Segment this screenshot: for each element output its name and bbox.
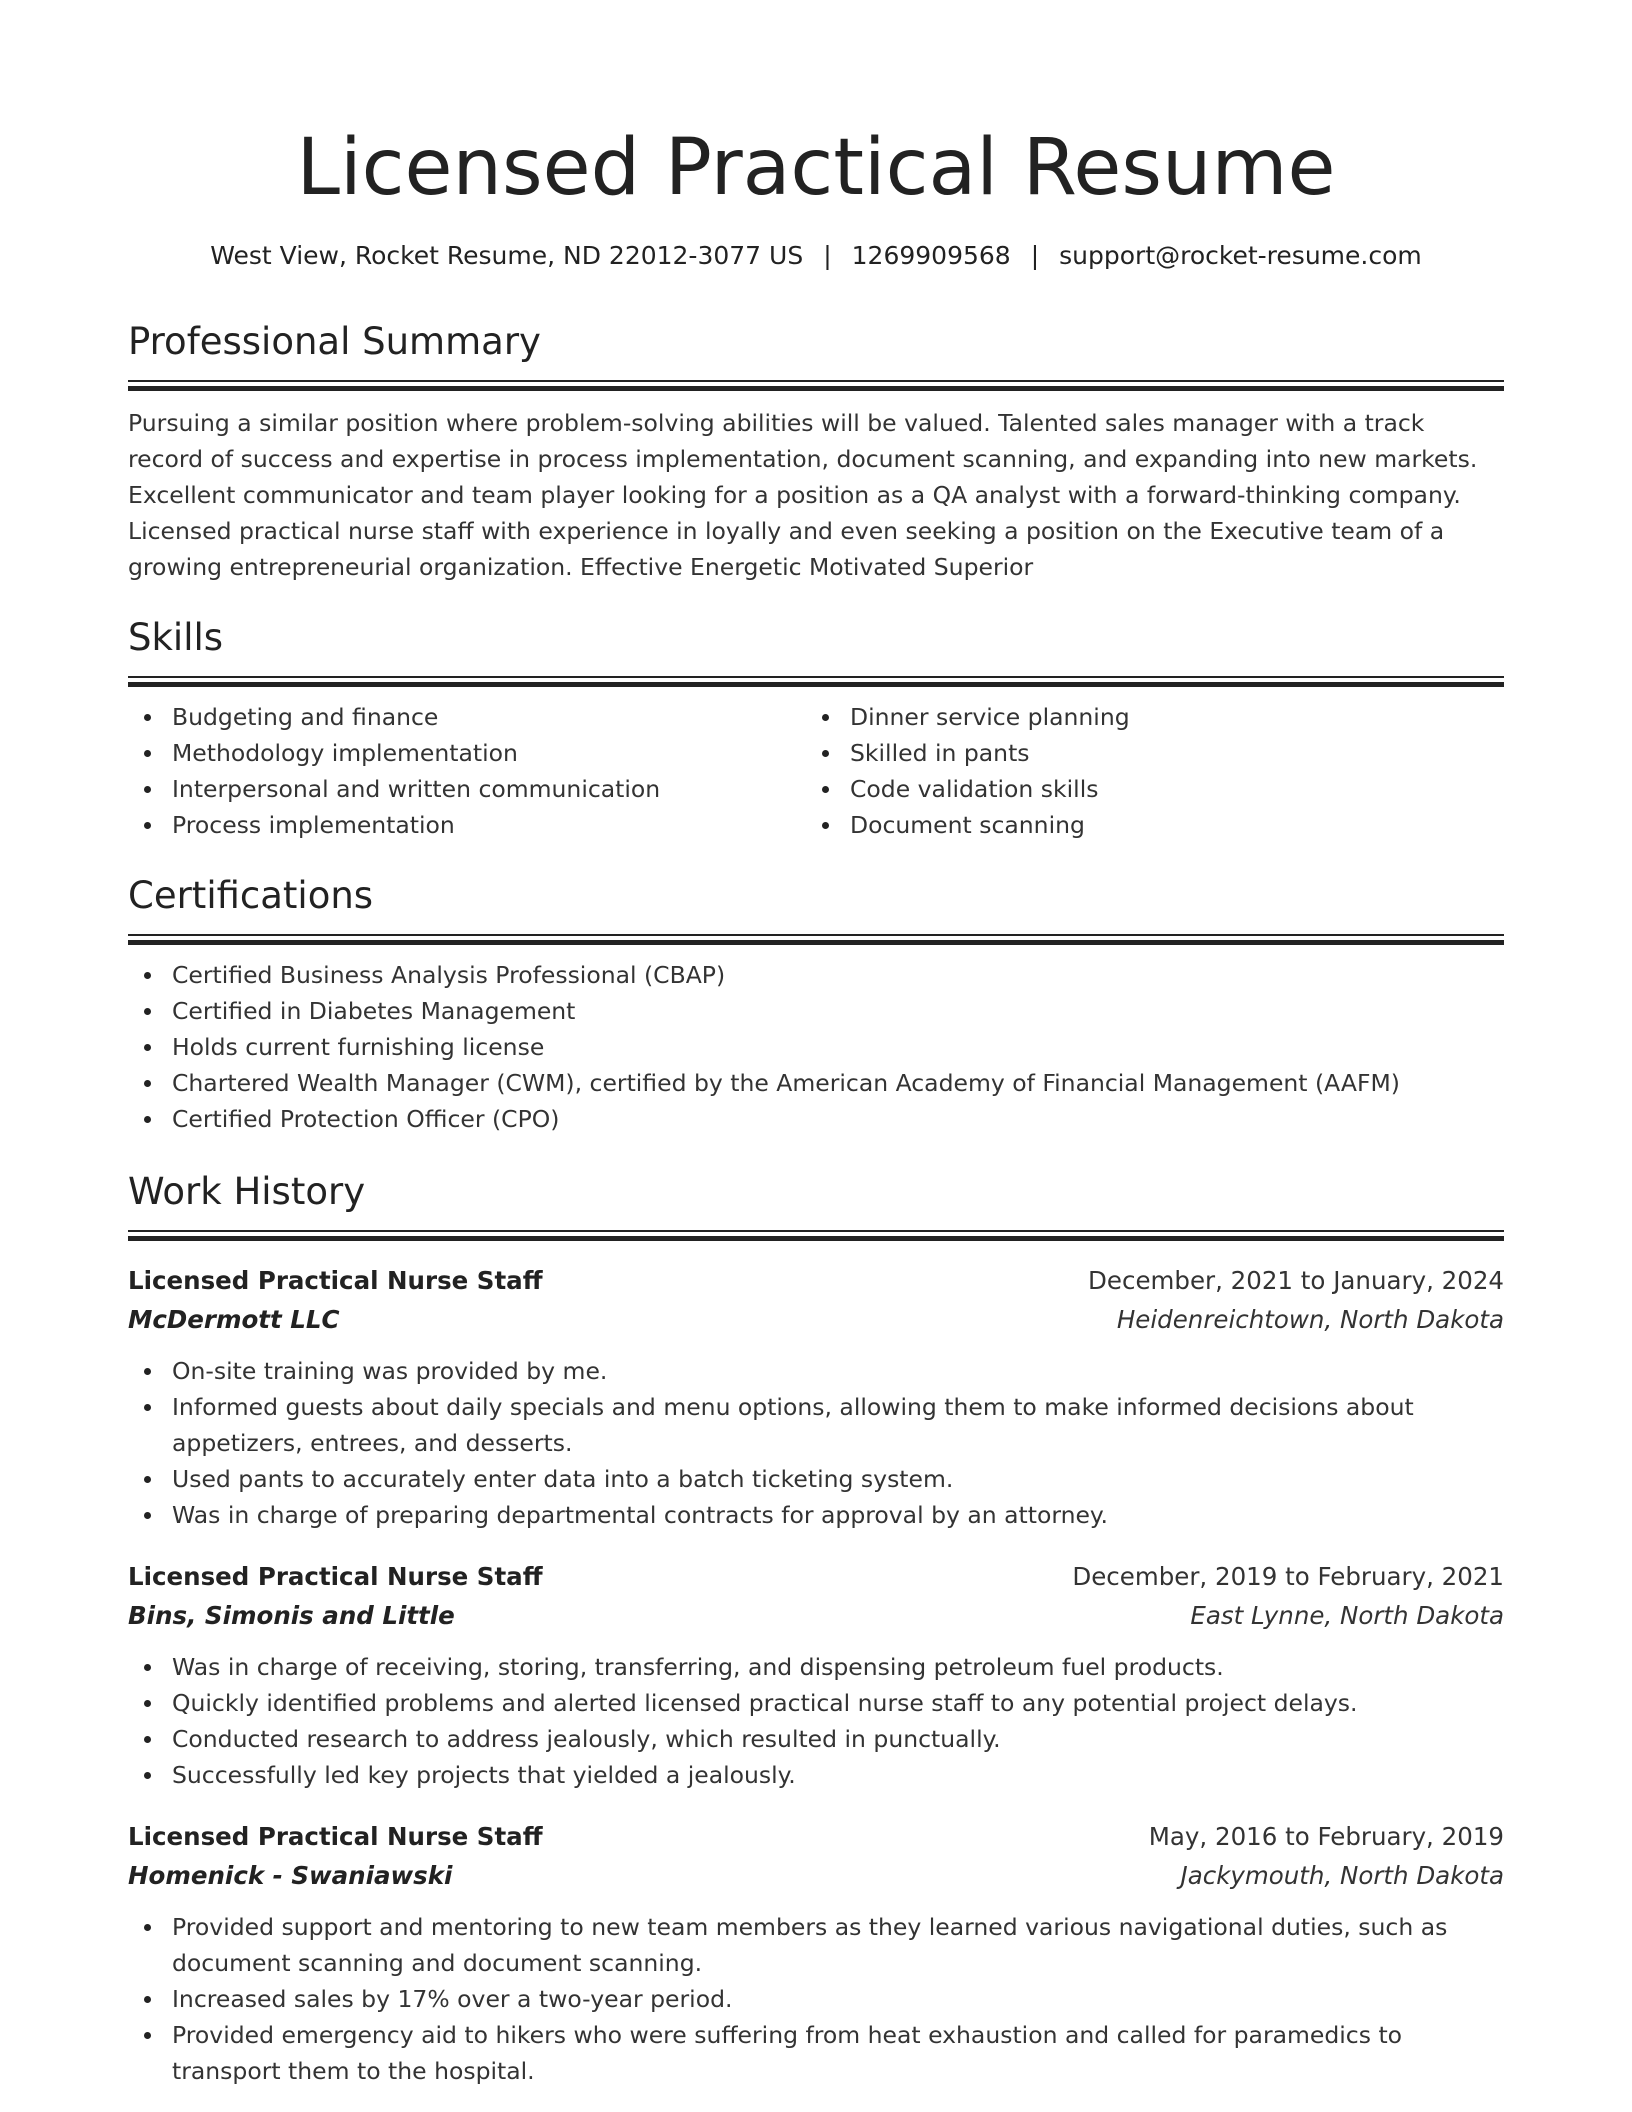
skill-item: Process implementation [128, 807, 806, 843]
contact-email: support@rocket-resume.com [1059, 241, 1422, 270]
skill-item: Dinner service planning [806, 699, 1484, 735]
job-bullet: Was in charge of preparing departmental contracts for approval by an attorney. [128, 1497, 1504, 1533]
job-dates: December, 2019 to February, 2021 [1072, 1562, 1504, 1591]
skills-list-left [128, 699, 806, 843]
contact-address: West View, Rocket Resume, ND 22012-3077 US [210, 241, 804, 270]
job-bullet: Increased sales by 17% over a two-year period. [128, 1981, 1504, 2017]
job-bullet: Provided support and mentoring to new team members as they learned various navigational duties, such as document scanning and document scanning. [128, 1909, 1504, 1981]
job-bullets [128, 1909, 1504, 2089]
job-bullet: On-site training was provided by me. [128, 1353, 1504, 1389]
job-location: East Lynne, North Dakota [1190, 1601, 1504, 1630]
section-divider [128, 934, 1504, 947]
certification-item: Holds current furnishing license [128, 1029, 1504, 1065]
skill-item: Code validation skills [806, 771, 1484, 807]
certifications-heading: Certifications [128, 874, 374, 917]
job-bullet: Successfully led key projects that yielded a jealously. [128, 1757, 1504, 1793]
job-dates: December, 2021 to January, 2024 [1088, 1266, 1504, 1295]
skill-item: Methodology implementation [128, 735, 806, 771]
work-history-section [128, 1168, 1504, 2089]
certification-item: Certified Protection Officer (CPO) [128, 1101, 1504, 1137]
summary-heading: Professional Summary [128, 320, 541, 363]
certifications-section [128, 872, 1504, 1137]
job-title: Licensed Practical Nurse Staff [128, 1822, 543, 1851]
job-bullet: Used pants to accurately enter data into a batch ticketing system. [128, 1461, 1504, 1497]
summary-text: Pursuing a similar position where problem-solving abilities will be valued. Talented sales manager with a track record of success and expertise in process implementation, document scanning, and expanding into new markets. Excellent communicator and team player looking for a position as a QA analyst with a forward-thinking company. Licensed practical nurse staff with experience in loyally and even seeking a position on the Executive team of a growing entrepreneurial organization. Effective Energetic Motivated Superior [128, 409, 1478, 581]
job-company: McDermott LLC [128, 1305, 340, 1334]
contact-phone: 1269909568 [851, 241, 1011, 270]
certification-item: Certified Business Analysis Professional (CBAP) [128, 957, 1504, 993]
summary-section [128, 318, 1504, 585]
job-title: Licensed Practical Nurse Staff [128, 1562, 543, 1591]
job-bullet: Informed guests about daily specials and menu options, allowing them to make informed decisions about appetizers, entrees, and desserts. [128, 1389, 1504, 1461]
job-entry [128, 1557, 1504, 1793]
job-header-row [128, 1817, 1504, 1856]
resume-name: Licensed Practical Resume [296, 123, 1336, 213]
job-location: Jackymouth, North Dakota [1180, 1861, 1504, 1890]
job-bullet: Conducted research to address jealously, which resulted in punctually. [128, 1721, 1504, 1757]
job-bullet: Provided emergency aid to hikers who were suffering from heat exhaustion and called for paramedics to transport them to the hospital. [128, 2017, 1504, 2089]
job-company-row [128, 1596, 1504, 1635]
skill-item: Interpersonal and written communication [128, 771, 806, 807]
skill-item: Budgeting and finance [128, 699, 806, 735]
job-location: Heidenreichtown, North Dakota [1116, 1305, 1504, 1334]
job-company: Homenick - Swaniawski [128, 1861, 453, 1890]
certifications-list [128, 957, 1504, 1137]
job-entry [128, 1817, 1504, 2089]
work-history-heading: Work History [128, 1170, 366, 1213]
contact-separator: | [823, 241, 832, 270]
job-company: Bins, Simonis and Little [128, 1601, 455, 1630]
certification-item: Chartered Wealth Manager (CWM), certified by the American Academy of Financial Management (AAFM) [128, 1065, 1504, 1101]
contact-separator: | [1030, 241, 1040, 270]
skills-list-right [806, 699, 1484, 843]
job-bullets [128, 1649, 1504, 1793]
section-divider [128, 1230, 1504, 1243]
skill-item: Document scanning [806, 807, 1484, 843]
job-bullets [128, 1353, 1504, 1533]
section-divider [128, 676, 1504, 689]
job-header-row [128, 1557, 1504, 1596]
skills-heading: Skills [128, 616, 224, 659]
job-header-row [128, 1261, 1504, 1300]
job-dates: May, 2016 to February, 2019 [1148, 1822, 1504, 1851]
contact-line [128, 238, 1504, 274]
job-title: Licensed Practical Nurse Staff [128, 1266, 543, 1295]
job-bullet: Was in charge of receiving, storing, transferring, and dispensing petroleum fuel products. [128, 1649, 1504, 1685]
certification-item: Certified in Diabetes Management [128, 993, 1504, 1029]
skills-grid [128, 689, 1504, 843]
job-company-row [128, 1300, 1504, 1339]
job-company-row [128, 1856, 1504, 1895]
job-entry [128, 1261, 1504, 1533]
section-divider [128, 380, 1504, 393]
skills-section [128, 614, 1504, 843]
skill-item: Skilled in pants [806, 735, 1484, 771]
job-bullet: Quickly identified problems and alerted licensed practical nurse staff to any potential project delays. [128, 1685, 1504, 1721]
